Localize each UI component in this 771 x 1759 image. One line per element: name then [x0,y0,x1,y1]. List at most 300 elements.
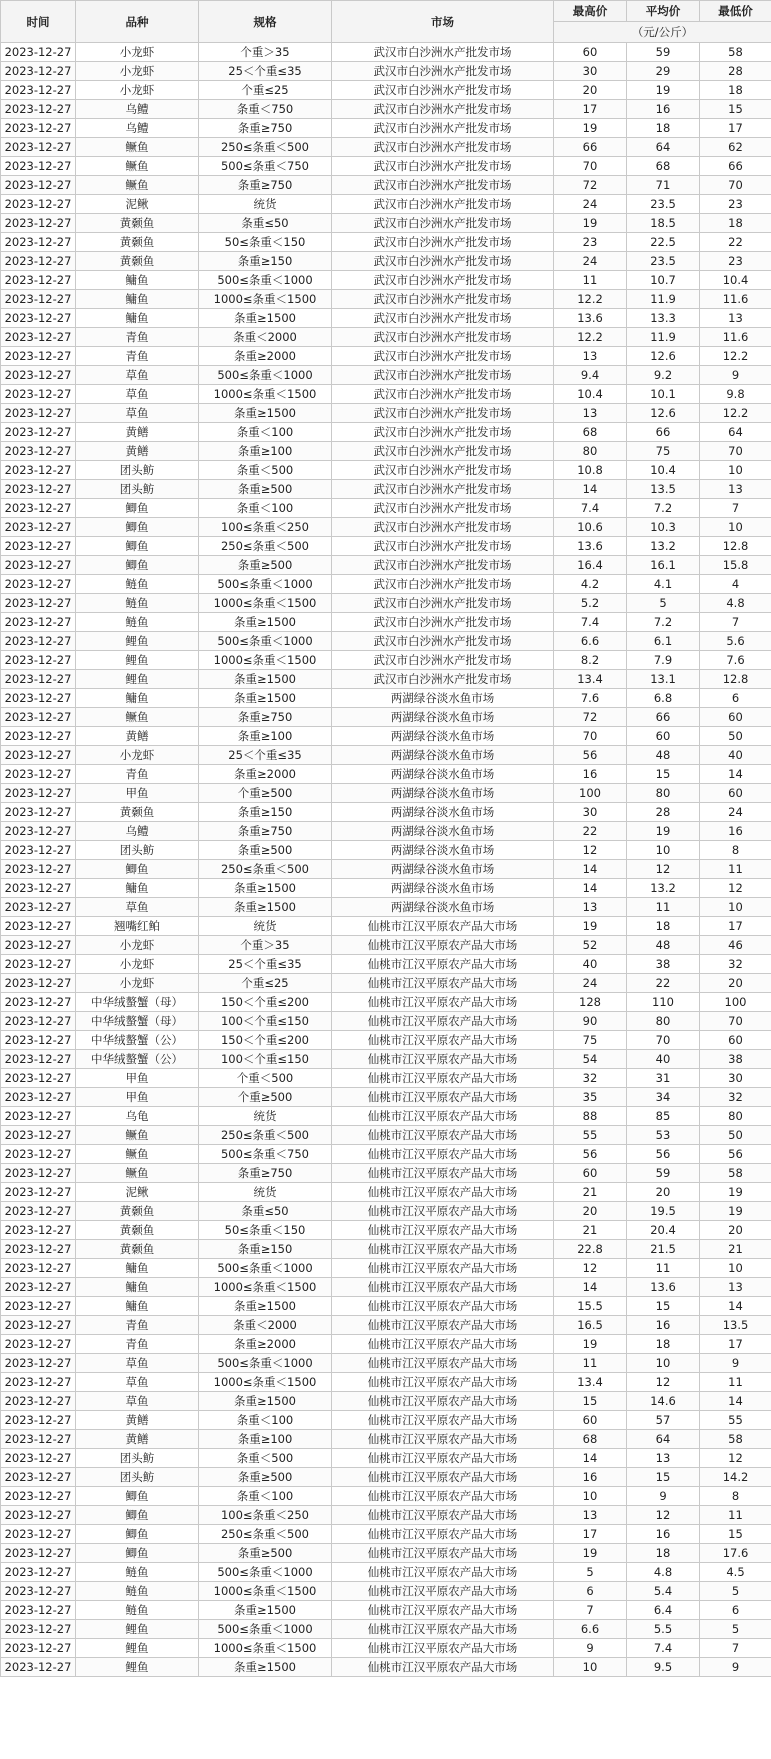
cell-min-price: 28 [700,62,771,81]
cell-spec: 条重≥2000 [199,1335,332,1354]
cell-variety: 鲤鱼 [76,632,199,651]
cell-spec: 1000≤条重＜1500 [199,594,332,613]
cell-spec: 250≤条重＜500 [199,1126,332,1145]
cell-market: 两湖绿谷淡水鱼市场 [332,708,554,727]
cell-max-price: 21 [554,1221,627,1240]
cell-min-price: 10 [700,898,771,917]
cell-spec: 条重≥500 [199,841,332,860]
cell-variety: 草鱼 [76,898,199,917]
cell-avg-price: 7.4 [627,1639,700,1658]
cell-market: 仙桃市江汉平原农产品大市场 [332,1335,554,1354]
cell-date: 2023-12-27 [1,157,76,176]
cell-max-price: 72 [554,176,627,195]
cell-max-price: 12 [554,841,627,860]
cell-market: 武汉市白沙洲水产批发市场 [332,556,554,575]
cell-max-price: 4.2 [554,575,627,594]
cell-spec: 1000≤条重＜1500 [199,1278,332,1297]
cell-spec: 250≤条重＜500 [199,537,332,556]
cell-spec: 条重≥1500 [199,1297,332,1316]
cell-min-price: 14.2 [700,1468,771,1487]
cell-market: 两湖绿谷淡水鱼市场 [332,803,554,822]
cell-min-price: 32 [700,1088,771,1107]
table-row [1,309,771,328]
cell-date: 2023-12-27 [1,917,76,936]
cell-variety: 草鱼 [76,404,199,423]
cell-variety: 团头鲂 [76,1449,199,1468]
cell-avg-price: 13.6 [627,1278,700,1297]
cell-avg-price: 21.5 [627,1240,700,1259]
cell-market: 仙桃市江汉平原农产品大市场 [332,936,554,955]
cell-market: 仙桃市江汉平原农产品大市场 [332,1297,554,1316]
cell-avg-price: 57 [627,1411,700,1430]
cell-avg-price: 10.1 [627,385,700,404]
table-row [1,727,771,746]
cell-min-price: 18 [700,214,771,233]
cell-market: 武汉市白沙洲水产批发市场 [332,81,554,100]
cell-avg-price: 6.1 [627,632,700,651]
cell-market: 武汉市白沙洲水产批发市场 [332,518,554,537]
cell-max-price: 14 [554,480,627,499]
cell-max-price: 17 [554,100,627,119]
cell-spec: 条重≥500 [199,556,332,575]
cell-variety: 小龙虾 [76,746,199,765]
table-row [1,290,771,309]
cell-max-price: 14 [554,879,627,898]
table-row [1,974,771,993]
cell-spec: 500≤条重＜750 [199,1145,332,1164]
cell-date: 2023-12-27 [1,138,76,157]
cell-spec: 个重＞35 [199,43,332,62]
cell-spec: 500≤条重＜1000 [199,1563,332,1582]
cell-market: 武汉市白沙洲水产批发市场 [332,62,554,81]
table-row [1,1392,771,1411]
cell-market: 仙桃市江汉平原农产品大市场 [332,1012,554,1031]
cell-avg-price: 71 [627,176,700,195]
table-row [1,461,771,480]
cell-date: 2023-12-27 [1,1392,76,1411]
header-max-price: 最高价 [554,1,627,22]
cell-market: 仙桃市江汉平原农产品大市场 [332,1126,554,1145]
cell-avg-price: 5 [627,594,700,613]
cell-variety: 鲫鱼 [76,1506,199,1525]
cell-max-price: 55 [554,1126,627,1145]
header-min-price: 最低价 [700,1,771,22]
cell-variety: 草鱼 [76,385,199,404]
cell-date: 2023-12-27 [1,1316,76,1335]
cell-date: 2023-12-27 [1,1506,76,1525]
cell-variety: 鳙鱼 [76,271,199,290]
cell-min-price: 4.8 [700,594,771,613]
table-row [1,1506,771,1525]
table-row [1,1221,771,1240]
cell-max-price: 60 [554,1411,627,1430]
cell-variety: 鲤鱼 [76,1620,199,1639]
cell-min-price: 20 [700,974,771,993]
cell-spec: 条重＜750 [199,100,332,119]
table-body [1,43,771,1677]
cell-min-price: 11.6 [700,328,771,347]
table-row [1,613,771,632]
cell-market: 武汉市白沙洲水产批发市场 [332,404,554,423]
cell-min-price: 64 [700,423,771,442]
cell-max-price: 68 [554,1430,627,1449]
cell-date: 2023-12-27 [1,1088,76,1107]
cell-variety: 鲤鱼 [76,1639,199,1658]
cell-date: 2023-12-27 [1,1240,76,1259]
cell-min-price: 55 [700,1411,771,1430]
cell-date: 2023-12-27 [1,1183,76,1202]
cell-max-price: 10.6 [554,518,627,537]
cell-max-price: 8.2 [554,651,627,670]
cell-min-price: 12.2 [700,404,771,423]
table-row [1,1107,771,1126]
cell-variety: 中华绒螯蟹（母） [76,993,199,1012]
cell-variety: 青鱼 [76,347,199,366]
cell-spec: 100≤条重＜250 [199,1506,332,1525]
cell-min-price: 7 [700,1639,771,1658]
cell-date: 2023-12-27 [1,632,76,651]
cell-avg-price: 18 [627,1544,700,1563]
cell-min-price: 14 [700,765,771,784]
table-row [1,176,771,195]
cell-date: 2023-12-27 [1,784,76,803]
cell-min-price: 12.8 [700,537,771,556]
cell-spec: 500≤条重＜1000 [199,271,332,290]
cell-variety: 鲫鱼 [76,537,199,556]
cell-variety: 中华绒螯蟹（公） [76,1050,199,1069]
cell-avg-price: 22 [627,974,700,993]
cell-avg-price: 15 [627,1297,700,1316]
cell-max-price: 9 [554,1639,627,1658]
cell-variety: 青鱼 [76,765,199,784]
cell-variety: 鲫鱼 [76,499,199,518]
cell-market: 武汉市白沙洲水产批发市场 [332,651,554,670]
table-row [1,1525,771,1544]
cell-date: 2023-12-27 [1,575,76,594]
cell-max-price: 6.6 [554,1620,627,1639]
cell-market: 仙桃市江汉平原农产品大市场 [332,1525,554,1544]
cell-min-price: 58 [700,43,771,62]
cell-date: 2023-12-27 [1,195,76,214]
cell-spec: 条重≥750 [199,119,332,138]
cell-variety: 鲤鱼 [76,651,199,670]
cell-min-price: 66 [700,157,771,176]
cell-avg-price: 20 [627,1183,700,1202]
cell-max-price: 15.5 [554,1297,627,1316]
cell-max-price: 12.2 [554,290,627,309]
cell-spec: 1000≤条重＜1500 [199,651,332,670]
cell-max-price: 7 [554,1601,627,1620]
cell-avg-price: 4.1 [627,575,700,594]
cell-avg-price: 12.6 [627,347,700,366]
cell-date: 2023-12-27 [1,898,76,917]
cell-variety: 黄鳝 [76,442,199,461]
cell-market: 两湖绿谷淡水鱼市场 [332,727,554,746]
cell-max-price: 13.4 [554,670,627,689]
cell-market: 仙桃市江汉平原农产品大市场 [332,1088,554,1107]
cell-spec: 条重＜100 [199,423,332,442]
cell-spec: 25＜个重≤35 [199,955,332,974]
cell-spec: 条重≥150 [199,1240,332,1259]
cell-variety: 黄颡鱼 [76,1202,199,1221]
cell-min-price: 60 [700,1031,771,1050]
header-unit-note: （元/公斤） [554,22,771,43]
cell-market: 仙桃市江汉平原农产品大市场 [332,1639,554,1658]
cell-max-price: 6.6 [554,632,627,651]
cell-max-price: 10.8 [554,461,627,480]
table-row [1,1601,771,1620]
cell-market: 仙桃市江汉平原农产品大市场 [332,1658,554,1677]
cell-market: 武汉市白沙洲水产批发市场 [332,100,554,119]
table-row [1,1050,771,1069]
cell-market: 武汉市白沙洲水产批发市场 [332,480,554,499]
cell-market: 两湖绿谷淡水鱼市场 [332,689,554,708]
table-row [1,1012,771,1031]
cell-market: 武汉市白沙洲水产批发市场 [332,594,554,613]
table-row [1,1487,771,1506]
table-row [1,860,771,879]
cell-min-price: 60 [700,784,771,803]
cell-max-price: 10 [554,1487,627,1506]
cell-market: 仙桃市江汉平原农产品大市场 [332,1544,554,1563]
cell-min-price: 20 [700,1221,771,1240]
table-row [1,1468,771,1487]
cell-min-price: 15.8 [700,556,771,575]
cell-avg-price: 9.2 [627,366,700,385]
cell-date: 2023-12-27 [1,1411,76,1430]
cell-market: 武汉市白沙洲水产批发市场 [332,43,554,62]
cell-market: 仙桃市江汉平原农产品大市场 [332,1145,554,1164]
table-row [1,195,771,214]
cell-max-price: 13.6 [554,309,627,328]
cell-date: 2023-12-27 [1,1639,76,1658]
cell-variety: 青鱼 [76,1335,199,1354]
table-row [1,1069,771,1088]
cell-spec: 条重≥1500 [199,689,332,708]
cell-min-price: 17 [700,119,771,138]
cell-spec: 50≤条重＜150 [199,1221,332,1240]
cell-variety: 团头鲂 [76,841,199,860]
cell-avg-price: 12 [627,1506,700,1525]
table-row [1,1354,771,1373]
table-row [1,347,771,366]
cell-date: 2023-12-27 [1,290,76,309]
cell-avg-price: 19.5 [627,1202,700,1221]
cell-avg-price: 80 [627,784,700,803]
cell-market: 仙桃市江汉平原农产品大市场 [332,1240,554,1259]
cell-min-price: 6 [700,1601,771,1620]
cell-market: 两湖绿谷淡水鱼市场 [332,860,554,879]
cell-max-price: 14 [554,1449,627,1468]
cell-avg-price: 15 [627,765,700,784]
cell-date: 2023-12-27 [1,1031,76,1050]
cell-spec: 条重＜2000 [199,328,332,347]
cell-spec: 条重≥500 [199,1468,332,1487]
cell-min-price: 10 [700,1259,771,1278]
cell-date: 2023-12-27 [1,1620,76,1639]
cell-avg-price: 12 [627,1373,700,1392]
cell-min-price: 10 [700,518,771,537]
cell-date: 2023-12-27 [1,651,76,670]
cell-avg-price: 5.5 [627,1620,700,1639]
cell-date: 2023-12-27 [1,727,76,746]
cell-avg-price: 16 [627,100,700,119]
cell-variety: 鲢鱼 [76,613,199,632]
table-row [1,157,771,176]
table-row [1,214,771,233]
cell-spec: 条重＜100 [199,499,332,518]
cell-spec: 条重≥100 [199,727,332,746]
cell-max-price: 60 [554,43,627,62]
cell-min-price: 30 [700,1069,771,1088]
cell-avg-price: 5.4 [627,1582,700,1601]
cell-min-price: 12 [700,1449,771,1468]
cell-min-price: 7 [700,499,771,518]
table-row [1,689,771,708]
cell-min-price: 14 [700,1297,771,1316]
cell-spec: 100＜个重≤150 [199,1050,332,1069]
cell-market: 武汉市白沙洲水产批发市场 [332,632,554,651]
cell-min-price: 13 [700,1278,771,1297]
cell-variety: 鲫鱼 [76,1487,199,1506]
cell-max-price: 70 [554,727,627,746]
cell-min-price: 23 [700,195,771,214]
cell-min-price: 8 [700,841,771,860]
cell-market: 武汉市白沙洲水产批发市场 [332,423,554,442]
cell-avg-price: 7.2 [627,499,700,518]
cell-spec: 500≤条重＜1000 [199,575,332,594]
cell-variety: 鳜鱼 [76,1126,199,1145]
cell-avg-price: 34 [627,1088,700,1107]
cell-market: 武汉市白沙洲水产批发市场 [332,347,554,366]
cell-date: 2023-12-27 [1,461,76,480]
cell-spec: 25＜个重≤35 [199,62,332,81]
cell-variety: 鳙鱼 [76,1297,199,1316]
table-row [1,328,771,347]
cell-market: 仙桃市江汉平原农产品大市场 [332,1468,554,1487]
cell-date: 2023-12-27 [1,1069,76,1088]
cell-avg-price: 10 [627,1354,700,1373]
table-row [1,1088,771,1107]
cell-spec: 100＜个重≤150 [199,1012,332,1031]
table-row [1,632,771,651]
cell-variety: 鲫鱼 [76,1525,199,1544]
cell-avg-price: 13.2 [627,879,700,898]
cell-date: 2023-12-27 [1,860,76,879]
cell-date: 2023-12-27 [1,328,76,347]
cell-date: 2023-12-27 [1,1278,76,1297]
cell-max-price: 14 [554,1278,627,1297]
cell-market: 仙桃市江汉平原农产品大市场 [332,1506,554,1525]
cell-variety: 鳜鱼 [76,176,199,195]
cell-market: 两湖绿谷淡水鱼市场 [332,765,554,784]
cell-date: 2023-12-27 [1,499,76,518]
cell-min-price: 7.6 [700,651,771,670]
cell-min-price: 15 [700,1525,771,1544]
cell-avg-price: 70 [627,1031,700,1050]
cell-spec: 1000≤条重＜1500 [199,385,332,404]
cell-variety: 鳙鱼 [76,1278,199,1297]
cell-max-price: 13 [554,347,627,366]
table-row [1,537,771,556]
cell-spec: 条重≥1500 [199,879,332,898]
cell-max-price: 9.4 [554,366,627,385]
cell-market: 仙桃市江汉平原农产品大市场 [332,993,554,1012]
cell-avg-price: 59 [627,43,700,62]
cell-market: 两湖绿谷淡水鱼市场 [332,784,554,803]
table-row [1,423,771,442]
table-row [1,1544,771,1563]
cell-market: 仙桃市江汉平原农产品大市场 [332,917,554,936]
cell-min-price: 12.8 [700,670,771,689]
cell-avg-price: 40 [627,1050,700,1069]
cell-spec: 条重≥500 [199,480,332,499]
cell-min-price: 58 [700,1164,771,1183]
cell-max-price: 12 [554,1259,627,1278]
cell-market: 仙桃市江汉平原农产品大市场 [332,974,554,993]
cell-variety: 鳙鱼 [76,689,199,708]
cell-variety: 团头鲂 [76,1468,199,1487]
table-row [1,1430,771,1449]
cell-min-price: 70 [700,1012,771,1031]
cell-min-price: 9 [700,1658,771,1677]
cell-variety: 乌鳢 [76,100,199,119]
table-row [1,708,771,727]
cell-market: 仙桃市江汉平原农产品大市场 [332,1449,554,1468]
cell-variety: 鳙鱼 [76,309,199,328]
table-row [1,1449,771,1468]
cell-max-price: 56 [554,1145,627,1164]
cell-variety: 小龙虾 [76,62,199,81]
cell-avg-price: 60 [627,727,700,746]
cell-spec: 条重≥750 [199,1164,332,1183]
cell-max-price: 16 [554,765,627,784]
cell-spec: 500≤条重＜1000 [199,632,332,651]
cell-min-price: 4.5 [700,1563,771,1582]
cell-avg-price: 12.6 [627,404,700,423]
cell-variety: 鳜鱼 [76,138,199,157]
cell-max-price: 40 [554,955,627,974]
cell-date: 2023-12-27 [1,1658,76,1677]
cell-max-price: 88 [554,1107,627,1126]
cell-variety: 黄颡鱼 [76,1221,199,1240]
cell-max-price: 16 [554,1468,627,1487]
cell-avg-price: 16 [627,1525,700,1544]
cell-variety: 乌鳢 [76,822,199,841]
cell-min-price: 15 [700,100,771,119]
cell-spec: 500≤条重＜1000 [199,1620,332,1639]
cell-market: 武汉市白沙洲水产批发市场 [332,233,554,252]
cell-date: 2023-12-27 [1,385,76,404]
cell-spec: 统货 [199,1183,332,1202]
cell-date: 2023-12-27 [1,689,76,708]
cell-variety: 黄颡鱼 [76,803,199,822]
cell-date: 2023-12-27 [1,1107,76,1126]
cell-market: 仙桃市江汉平原农产品大市场 [332,1050,554,1069]
cell-date: 2023-12-27 [1,1354,76,1373]
header-avg-price: 平均价 [627,1,700,22]
cell-variety: 小龙虾 [76,974,199,993]
cell-variety: 草鱼 [76,1392,199,1411]
cell-avg-price: 23.5 [627,195,700,214]
cell-max-price: 6 [554,1582,627,1601]
cell-min-price: 9 [700,1354,771,1373]
cell-avg-price: 12 [627,860,700,879]
cell-spec: 个重≤25 [199,974,332,993]
cell-avg-price: 23.5 [627,252,700,271]
cell-market: 武汉市白沙洲水产批发市场 [332,613,554,632]
cell-date: 2023-12-27 [1,1525,76,1544]
